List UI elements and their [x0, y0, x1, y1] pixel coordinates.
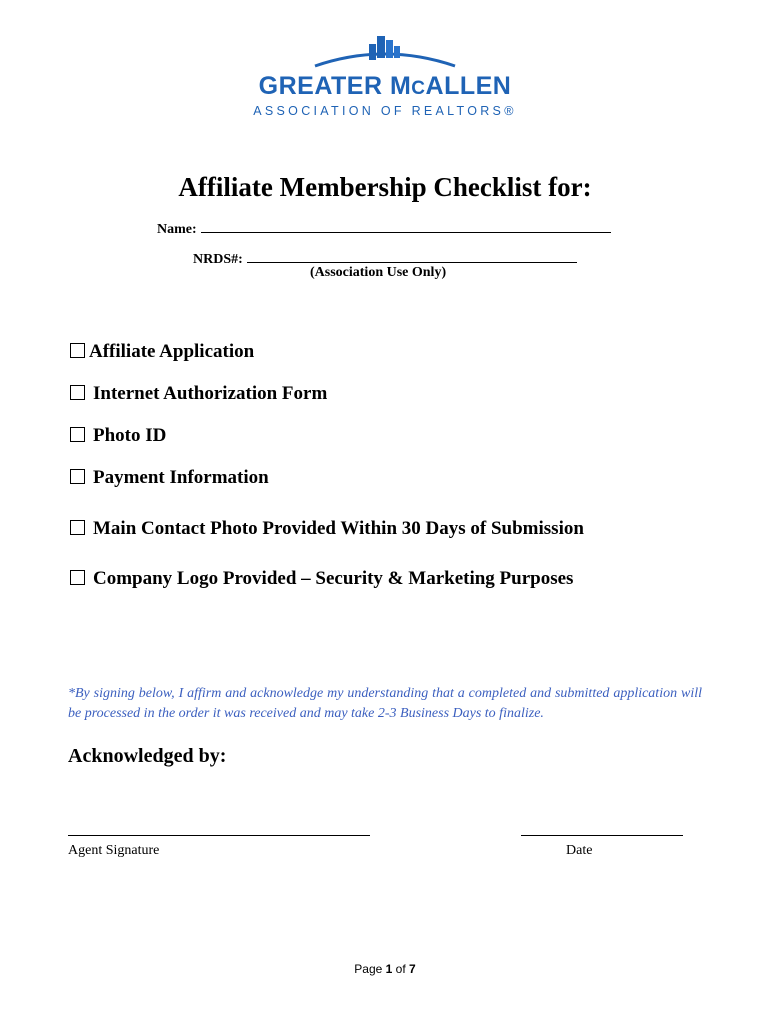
checklist-item[interactable]: [70, 425, 166, 447]
logo-name: GREATER MCALLEN: [258, 72, 512, 100]
name-field[interactable]: [157, 220, 611, 238]
checklist-item[interactable]: [70, 467, 269, 489]
checklist-item-label: Main Contact Photo Provided Within 30 Days of Submission: [93, 518, 584, 539]
building-skyline-icon: [305, 30, 465, 70]
checklist-item[interactable]: [70, 383, 327, 405]
logo-subtitle: ASSOCIATION OF REALTORS®: [253, 104, 517, 118]
acknowledged-heading: Acknowledged by:: [68, 745, 227, 767]
checklist-item-label: Company Logo Provided – Security & Marketing Purposes: [93, 568, 574, 589]
disclaimer-text: *By signing below, I affirm and acknowledge my understanding that a completed and submitted application will be processed in the order it was received and may take 2-3 Business Days to finalize.: [68, 686, 702, 721]
checklist-item[interactable]: [70, 518, 584, 540]
nrds-input-line[interactable]: [247, 250, 577, 263]
date-label: Date: [566, 843, 593, 858]
checklist-item[interactable]: [70, 568, 573, 590]
checkbox[interactable]: [70, 520, 85, 535]
checklist-item-label: Payment Information: [93, 467, 269, 488]
checklist-item-label: Photo ID: [93, 425, 167, 446]
checklist-item[interactable]: [70, 341, 254, 363]
page-title: Affiliate Membership Checklist for:: [178, 172, 592, 202]
checklist-item-label: Affiliate Application: [89, 341, 255, 362]
name-input-line[interactable]: [201, 220, 611, 233]
association-logo: [0, 30, 770, 119]
checklist-item-label: Internet Authorization Form: [93, 383, 328, 404]
checkbox[interactable]: [70, 427, 85, 442]
agent-signature-label: Agent Signature: [68, 843, 160, 858]
agent-signature-line[interactable]: [68, 835, 370, 836]
page-number: Page 1 of 7: [354, 962, 416, 976]
checkbox[interactable]: [70, 469, 85, 484]
date-line[interactable]: [521, 835, 683, 836]
checkbox[interactable]: [70, 385, 85, 400]
name-label: Name:: [157, 222, 197, 237]
checkbox[interactable]: [70, 570, 85, 585]
nrds-label: NRDS#:: [193, 252, 243, 267]
checkbox[interactable]: [70, 343, 85, 358]
association-use-only-note: (Association Use Only): [310, 265, 447, 280]
